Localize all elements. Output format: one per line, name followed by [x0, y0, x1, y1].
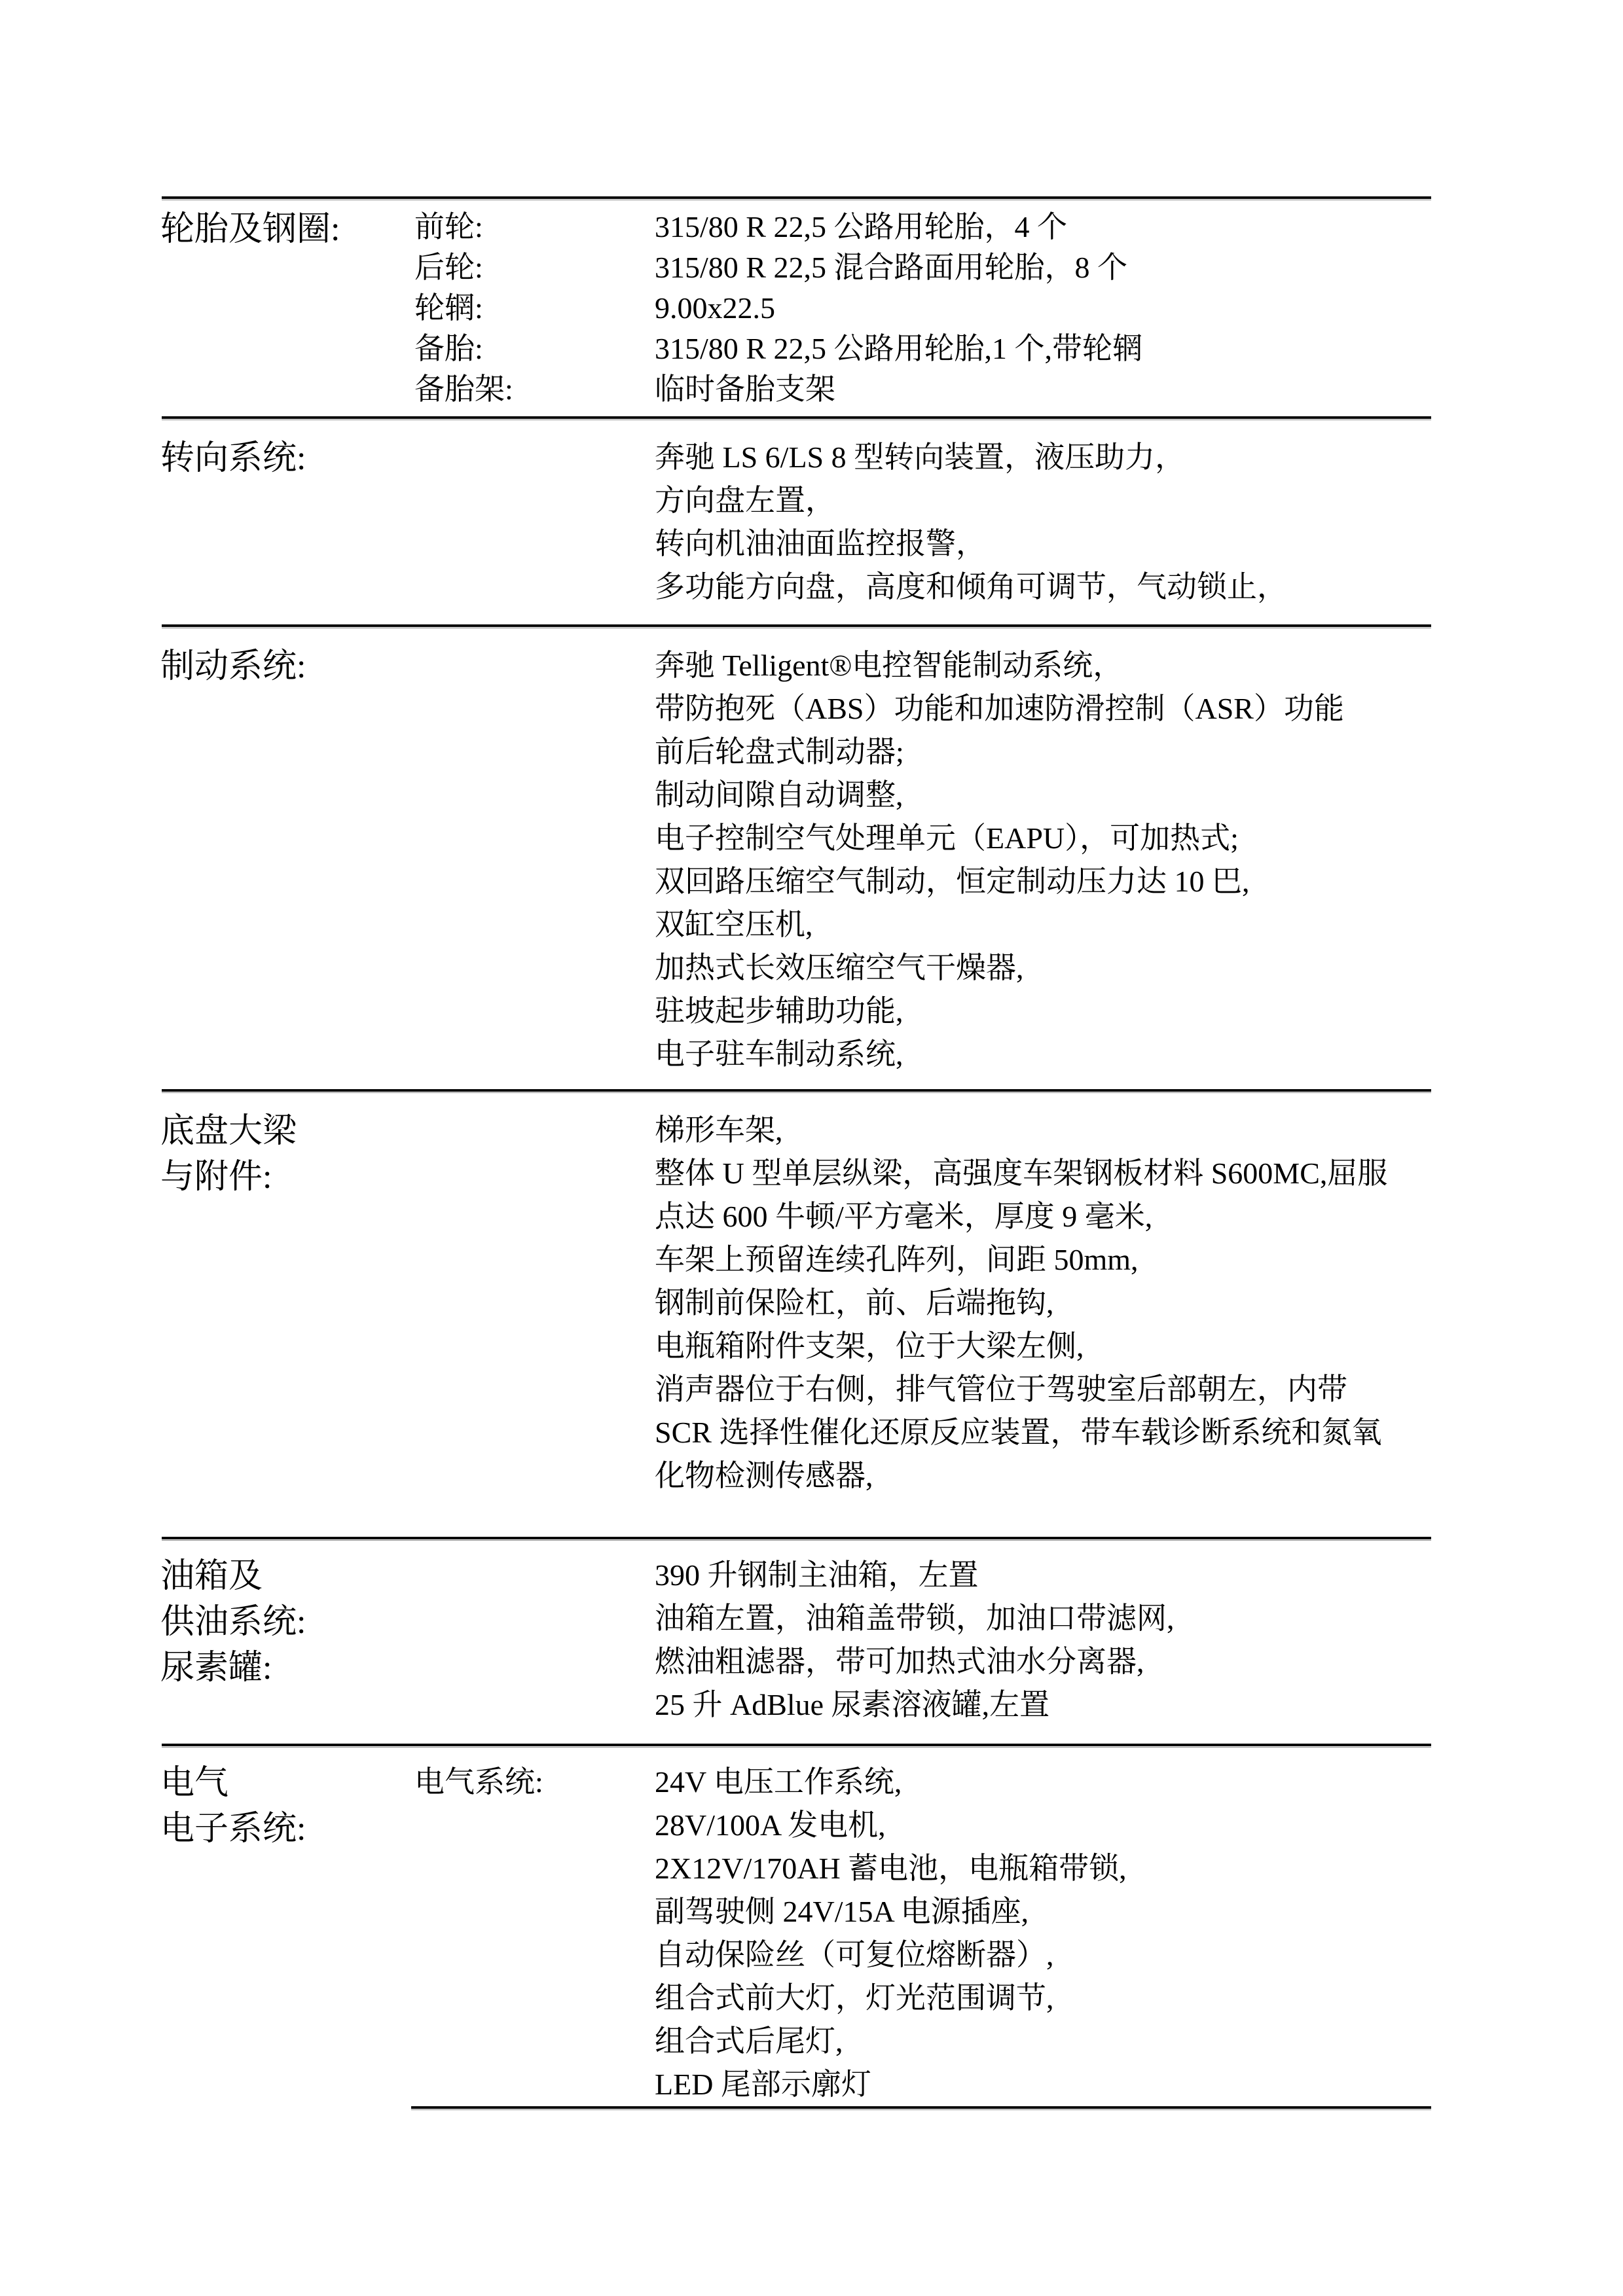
spec-row [414, 1640, 1431, 1683]
row-sublabel: 轮辋: [414, 291, 483, 325]
spec-row [414, 1597, 1431, 1640]
spec-row [414, 1238, 1431, 1282]
row-value: 车架上预留连续孔阵列，间距 50mm, [655, 1243, 1139, 1276]
section-label-line: 转向系统: [160, 440, 306, 477]
row-value: 加热式长效压缩空气干燥器, [655, 951, 1024, 984]
row-sublabel: 电气系统: [414, 1765, 543, 1799]
row-value: 315/80 R 22,5 公路用轮胎,1 个,带轮辋 [655, 332, 1142, 365]
section-label-line: 尿素罐: [160, 1649, 272, 1687]
row-value: 消声器位于右侧，排气管位于驾驶室后部朝左，内带 [655, 1372, 1347, 1406]
spec-row [414, 990, 1431, 1033]
row-value: 315/80 R 22,5 混合路面用轮胎，8 个 [655, 251, 1127, 284]
section-label-steering [160, 436, 414, 482]
section-label-line: 电气 [160, 1765, 229, 1802]
spec-table [0, 196, 1623, 2110]
row-sublabel: 备胎架: [414, 372, 513, 406]
section-rows-electrical [414, 1761, 1431, 2106]
spec-row [414, 860, 1431, 903]
row-value: 化物检测传感器, [655, 1459, 873, 1492]
spec-row [414, 207, 1431, 247]
row-sublabel [414, 2020, 655, 2063]
row-value: 副驾驶侧 24V/15A 电源插座, [655, 1895, 1029, 1928]
row-sublabel [414, 687, 655, 730]
row-sublabel [414, 903, 655, 946]
row-sublabel [414, 522, 655, 565]
spec-row [414, 1152, 1431, 1195]
row-value: 多功能方向盘，高度和倾角可调节，气动锁止， [655, 570, 1287, 603]
spec-row [414, 1683, 1431, 1727]
section-rows-tires [414, 207, 1431, 410]
spec-row [414, 644, 1431, 687]
spec-row [414, 1847, 1431, 1890]
spec-row [414, 1195, 1431, 1238]
row-value: 整体 U 型单层纵梁，高强度车架钢板材料 S600MC,屈服 [655, 1157, 1388, 1190]
row-sublabel [414, 644, 655, 687]
spec-row [414, 1325, 1431, 1368]
row-sublabel [414, 1597, 655, 1640]
row-sublabel [414, 1977, 655, 2020]
row-value: 前后轮盘式制动器; [655, 735, 904, 768]
row-value: 25 升 AdBlue 尿素溶液罐,左置 [655, 1688, 1050, 1721]
row-value: 双缸空压机, [655, 908, 813, 941]
row-sublabel [414, 1368, 655, 1411]
row-value: 电子控制空气处理单元（EAPU），可加热式; [655, 821, 1239, 855]
spec-row [414, 1761, 1431, 1804]
row-value: 钢制前保险杠，前、后端拖钩, [655, 1286, 1054, 1319]
section-tires [0, 200, 1623, 416]
row-value: 带防抱死（ABS）功能和加速防滑控制（ASR）功能 [655, 692, 1344, 725]
section-rows-chassis [414, 1109, 1431, 1498]
row-sublabel [414, 774, 655, 817]
spec-row [414, 436, 1431, 479]
section-label-fuel [160, 1554, 414, 1691]
spec-row [414, 565, 1431, 609]
row-sublabel [414, 1109, 655, 1152]
row-value: 9.00x22.5 [655, 291, 775, 325]
row-sublabel [414, 1847, 655, 1890]
row-sublabel [414, 1640, 655, 1683]
row-value: LED 尾部示廓灯 [655, 2068, 871, 2101]
row-value: 转向机油油面监控报警， [655, 527, 986, 560]
row-value: 2X12V/170AH 蓄电池，电瓶箱带锁, [655, 1852, 1127, 1885]
section-brakes [0, 628, 1623, 1089]
row-sublabel [414, 1554, 655, 1597]
row-value: 奔驰 Telligent®电控智能制动系统， [655, 649, 1123, 682]
row-sublabel [414, 1683, 655, 1727]
section-rows-fuel [414, 1554, 1431, 1727]
spec-row [414, 2063, 1431, 2106]
spec-row [414, 1368, 1431, 1411]
section-label-tires [160, 207, 414, 253]
section-label-chassis [160, 1109, 414, 1200]
row-value: 梯形车架, [655, 1113, 783, 1147]
spec-row [414, 1977, 1431, 2020]
row-value: 驻坡起步辅助功能, [655, 994, 903, 1028]
row-sublabel [414, 2063, 655, 2106]
spec-row [414, 730, 1431, 774]
spec-row [414, 1411, 1431, 1454]
row-sublabel [414, 565, 655, 609]
spec-row [414, 1554, 1431, 1597]
spec-row [414, 247, 1431, 288]
section-label-line: 底盘大梁 [160, 1113, 297, 1150]
row-sublabel [414, 436, 655, 479]
row-sublabel [414, 990, 655, 1033]
row-sublabel [414, 1411, 655, 1454]
row-value: 燃油粗滤器，带可加热式油水分离器, [655, 1645, 1144, 1678]
spec-row [414, 288, 1431, 329]
row-sublabel [414, 479, 655, 522]
row-sublabel [414, 1238, 655, 1282]
row-value: 奔驰 LS 6/LS 8 型转向装置，液压助力， [655, 440, 1186, 474]
section-label-line: 电子系统: [160, 1810, 306, 1848]
section-electrical [0, 1748, 1623, 2106]
spec-row [414, 687, 1431, 730]
row-sublabel [414, 1325, 655, 1368]
row-value: 电瓶箱附件支架，位于大梁左侧, [655, 1329, 1084, 1363]
spec-row [414, 903, 1431, 946]
section-steering [0, 420, 1623, 624]
row-value: 点达 600 牛顿/平方毫米，厚度 9 毫米, [655, 1200, 1153, 1233]
row-sublabel [414, 1804, 655, 1847]
spec-row [414, 1890, 1431, 1933]
spec-row [414, 817, 1431, 860]
spec-row [414, 1033, 1431, 1076]
row-value: 24V 电压工作系统, [655, 1765, 902, 1799]
spec-row [414, 946, 1431, 990]
row-value: 28V/100A 发电机, [655, 1808, 886, 1842]
row-sublabel: 后轮: [414, 251, 483, 284]
table-bottom-border [411, 2106, 1431, 2110]
section-label-line: 油箱及 [160, 1558, 263, 1595]
spec-row [414, 1282, 1431, 1325]
row-value: 临时备胎支架 [655, 372, 835, 406]
row-value: 自动保险丝（可复位熔断器）, [655, 1938, 1054, 1971]
row-sublabel [414, 1890, 655, 1933]
section-label-brakes [160, 644, 414, 690]
row-value: 油箱左置，油箱盖带锁，加油口带滤网, [655, 1602, 1175, 1635]
spec-row [414, 479, 1431, 522]
section-rows-steering [414, 436, 1431, 609]
section-fuel [0, 1541, 1623, 1744]
section-chassis [0, 1093, 1623, 1537]
row-sublabel [414, 1195, 655, 1238]
spec-row [414, 1804, 1431, 1847]
spec-row [414, 774, 1431, 817]
spec-row [414, 2020, 1431, 2063]
row-value: 315/80 R 22,5 公路用轮胎，4 个 [655, 210, 1067, 243]
row-sublabel [414, 1282, 655, 1325]
spec-row [414, 369, 1431, 410]
row-value: 方向盘左置， [655, 484, 835, 517]
row-sublabel: 备胎: [414, 332, 483, 365]
row-sublabel [414, 1152, 655, 1195]
section-label-line: 供油系统: [160, 1604, 306, 1641]
spec-row [414, 1933, 1431, 1977]
row-sublabel [414, 730, 655, 774]
row-value: 组合式前大灯，灯光范围调节, [655, 1981, 1054, 2015]
row-value: 制动间隙自动调整, [655, 778, 903, 812]
row-sublabel [414, 1454, 655, 1498]
row-sublabel [414, 860, 655, 903]
section-rows-brakes [414, 644, 1431, 1076]
row-value: SCR 选择性催化还原反应装置，带车载诊断系统和氮氧 [655, 1416, 1382, 1449]
section-label-electrical [160, 1761, 414, 1852]
row-sublabel [414, 817, 655, 860]
row-sublabel [414, 1933, 655, 1977]
spec-row [414, 1454, 1431, 1498]
row-value: 电子驻车制动系统, [655, 1037, 903, 1071]
section-label-line: 轮胎及钢圈: [160, 211, 340, 248]
spec-row [414, 522, 1431, 565]
section-label-line: 制动系统: [160, 648, 306, 685]
spec-row [414, 1109, 1431, 1152]
row-sublabel [414, 1033, 655, 1076]
section-label-line: 与附件: [160, 1158, 272, 1196]
spec-row [414, 329, 1431, 369]
row-value: 390 升钢制主油箱，左置 [655, 1558, 979, 1592]
row-sublabel: 前轮: [414, 210, 483, 243]
row-value: 组合式后尾灯, [655, 2024, 843, 2058]
row-value: 双回路压缩空气制动，恒定制动压力达 10 巴, [655, 865, 1250, 898]
row-sublabel [414, 946, 655, 990]
